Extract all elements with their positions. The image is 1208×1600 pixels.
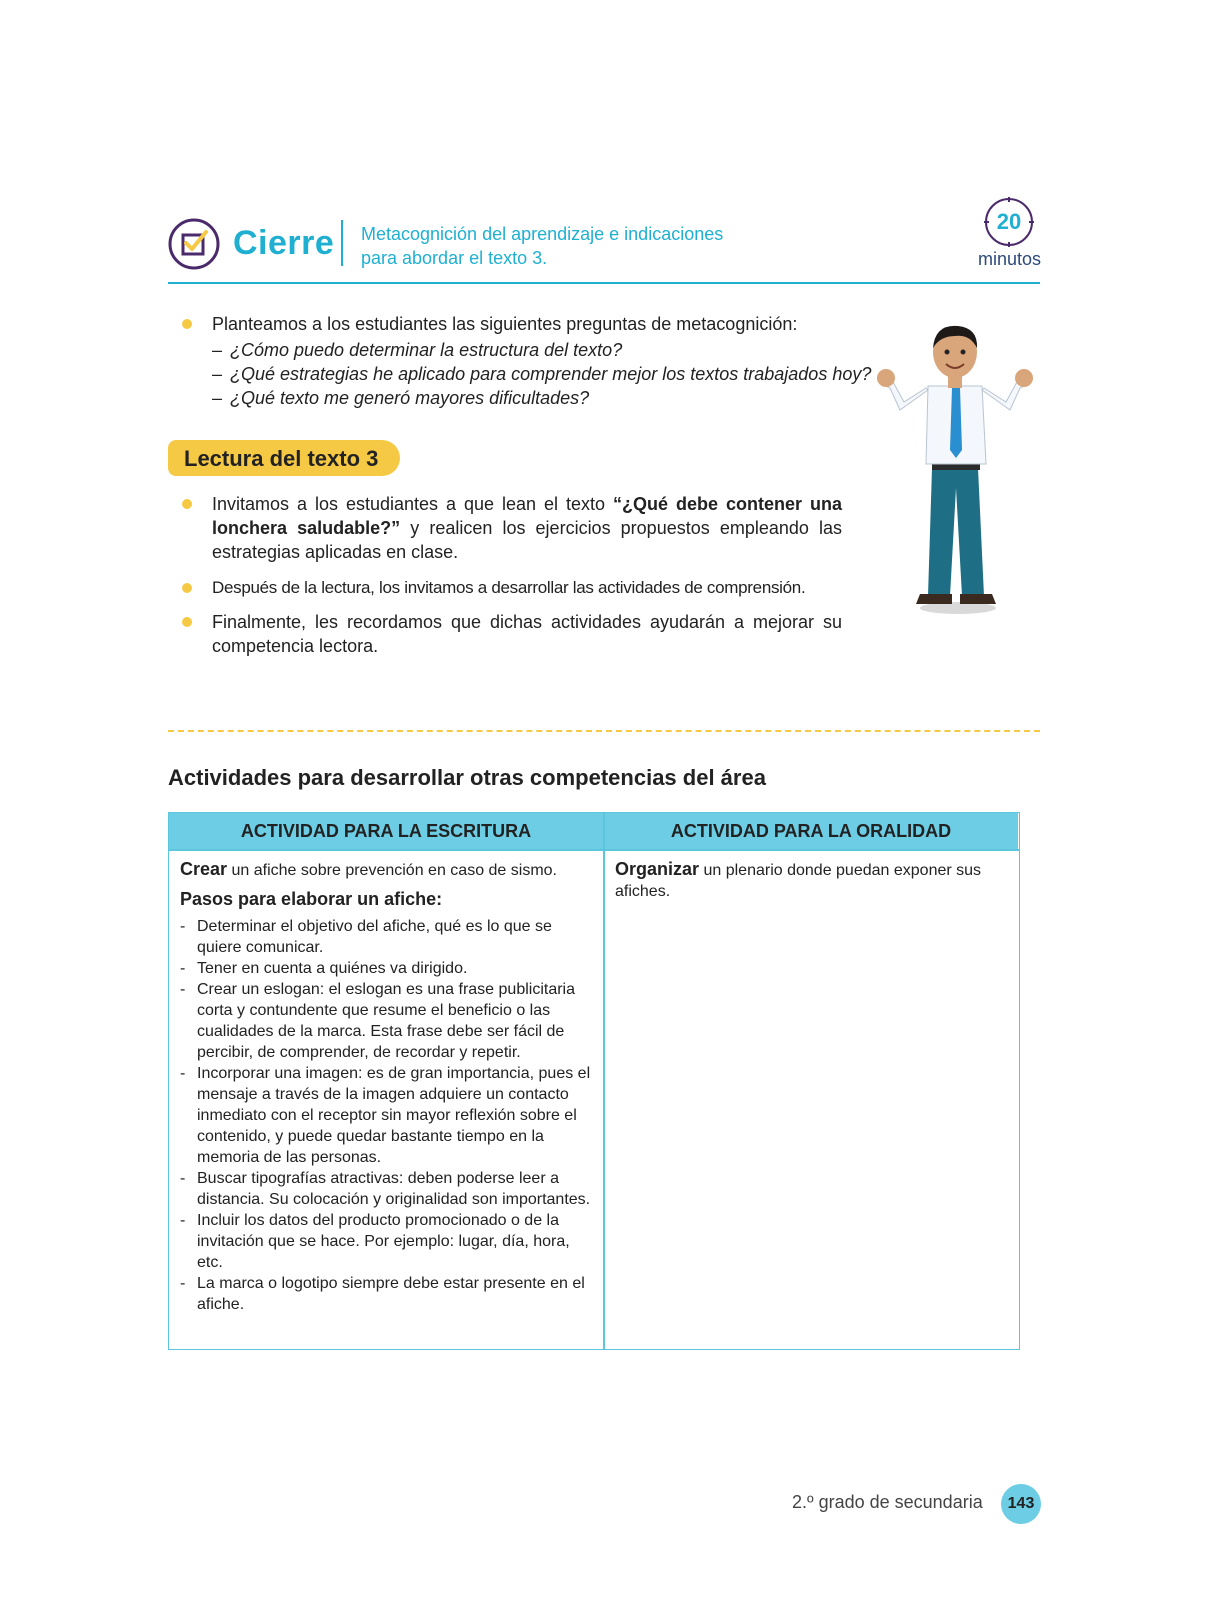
question-item: – ¿Qué estrategias he aplicado para comprender mejor los textos trabajados hoy? (212, 364, 872, 384)
bullet-dot (182, 319, 192, 329)
reading-bullet-3 (182, 610, 842, 658)
subtitle-line-1: Metacognición del aprendizaje e indicaciones (361, 224, 724, 244)
grade-label: 2.º grado de secundaria (792, 1492, 983, 1512)
oral-cell (615, 859, 1010, 902)
step-item: - La marca o logotipo siempre debe estar presente en el afiche. (180, 1275, 585, 1313)
oral-text: un plenario donde puedan exponer sus afiches. (615, 862, 982, 900)
column-divider (603, 813, 605, 1349)
reading-bullet-1 (182, 492, 842, 564)
reading-badge: Lectura del texto 3 (168, 440, 400, 476)
column-header-oral: ACTIVIDAD PARA LA ORALIDAD (604, 813, 1018, 849)
activities-table (168, 812, 1020, 1350)
timer-label: minutos (978, 249, 1042, 269)
section-subtitle (361, 222, 723, 270)
bullet-dot (182, 583, 192, 593)
metacognition-intro: Planteamos a los estudiantes las siguientes preguntas de metacognición: (212, 314, 798, 334)
reading-bullet-2 (182, 576, 842, 600)
section-header (168, 196, 1040, 286)
metacognition-questions (212, 338, 871, 410)
teacher-illustration (870, 318, 1040, 618)
question-item: – ¿Qué texto me generó mayores dificultades? (212, 388, 590, 408)
column-header-writing: ACTIVIDAD PARA LA ESCRITURA (169, 813, 603, 849)
step-item: - Tener en cuenta a quiénes va dirigido. (180, 960, 468, 977)
oral-verb: Organizar (615, 859, 700, 879)
writing-intro: Crear un afiche sobre prevención en caso de sismo. (180, 859, 557, 879)
step-item: - Crear un eslogan: el eslogan es una frase publicitaria corta y contundente que resume el beneficio o las cualidades de la marca. Esta frase debe ser fácil de percibir, de comprender, de recordar y repetir. (180, 981, 576, 1061)
section-title: Cierre (233, 224, 335, 262)
bullet-dot (182, 499, 192, 509)
header-rule (168, 282, 1040, 284)
step-item: - Buscar tipografías atractivas: deben poderse leer a distancia. Su colocación y originalidad son importantes. (180, 1170, 591, 1208)
reading-bullet-text: Invitamos a los estudiantes a que lean el texto “¿Qué debe contener una lonchera saludable?” y realicen los ejercicios propuestos empleando las estrategias aplicadas en clase. (212, 494, 842, 562)
step-item: - Incluir los datos del producto promocionado o de la invitación que se hace. Por ejemplo: lugar, día, hora, etc. (180, 1212, 570, 1271)
bullet-dot (182, 617, 192, 627)
header-separator (341, 220, 343, 266)
page-number: 143 (1001, 1484, 1041, 1524)
reading-bullet-text: Después de la lectura, los invitamos a desarrollar las actividades de comprensión. (212, 578, 806, 597)
timer-circle-icon (983, 196, 1035, 248)
checkbox-check-icon (168, 218, 220, 270)
step-item: - Determinar el objetivo del afiche, qué es lo que se quiere comunicar. (180, 918, 552, 956)
writing-cell (180, 859, 592, 1315)
step-item: - Incorporar una imagen: es de gran importancia, pues el mensaje a través de la imagen adquiere un contacto inmediato con el receptor sin mayor reflexión sobre el contenido, y puede quedar bastante tiempo en la memoria de las personas. (180, 1065, 591, 1166)
metacognition-bullet (182, 312, 842, 336)
subtitle-line-2: para abordar el texto 3. (361, 248, 548, 268)
reading-bullet-text: Finalmente, les recordamos que dichas actividades ayudarán a mejorar su competencia lectora. (212, 612, 842, 656)
steps-title: Pasos para elaborar un afiche: (180, 889, 443, 909)
header-divider (169, 849, 1019, 851)
dashed-divider (168, 730, 1040, 732)
timer-value: 20 (996, 209, 1022, 234)
activities-title: Actividades para desarrollar otras competencias del área (168, 765, 766, 790)
timer (978, 196, 1040, 270)
question-item: – ¿Cómo puedo determinar la estructura del texto? (212, 340, 623, 360)
